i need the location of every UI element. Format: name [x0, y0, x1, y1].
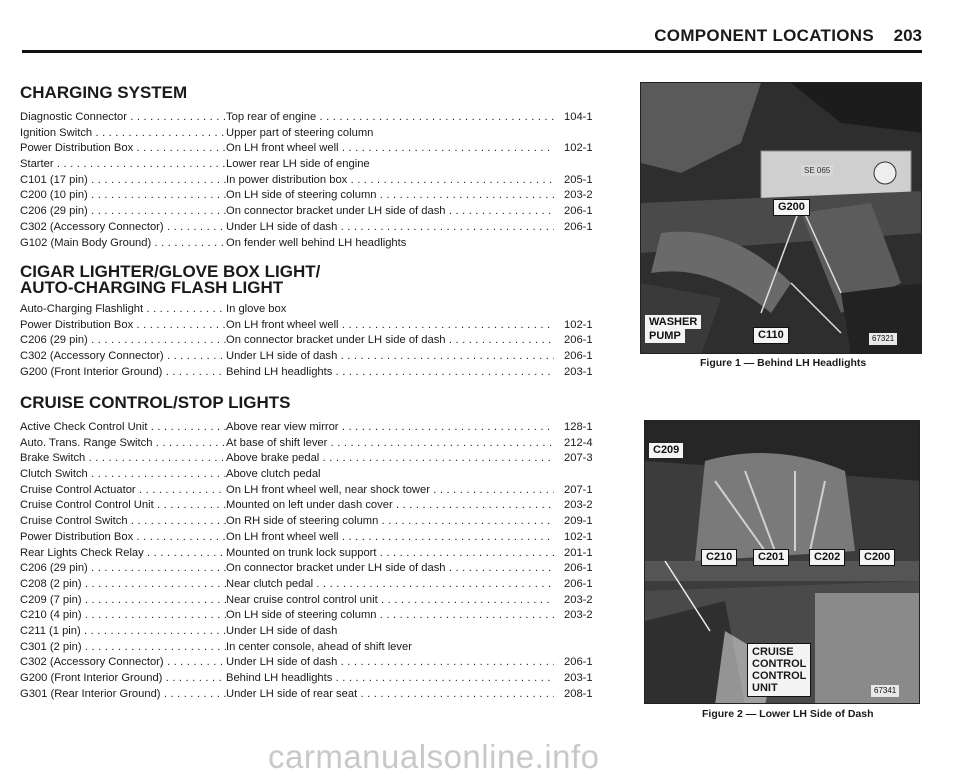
label-c110: C110 — [753, 327, 789, 344]
component-location: On LH side of steering column . . . — [226, 188, 554, 204]
cigar-table — [20, 302, 610, 380]
table-row — [20, 173, 610, 189]
label-c201: C201 — [753, 549, 789, 566]
page-reference: 205-1 — [564, 173, 593, 186]
component-location: On fender well behind LH headlights — [226, 236, 407, 249]
table-row — [20, 624, 610, 640]
table-row — [20, 514, 610, 530]
table-row — [20, 236, 610, 252]
label-cruise-line1: CRUISE — [752, 646, 794, 658]
component-name: Brake Switch . . . — [20, 451, 226, 467]
label-cruise-line4: UNIT — [752, 682, 778, 694]
component-name: C211 (1 pin) . . . — [20, 624, 226, 640]
table-row — [20, 349, 610, 365]
page-reference: 203-2 — [564, 593, 593, 606]
label-c202: C202 — [809, 549, 845, 566]
section-title-cruise: CRUISE CONTROL/STOP LIGHTS — [20, 393, 291, 412]
page-reference: 207-1 — [564, 483, 593, 496]
component-location: Under LH side of rear seat . . . — [226, 687, 554, 703]
component-name: C200 (10 pin) . . . — [20, 188, 226, 204]
component-name: Power Distribution Box . . . — [20, 530, 226, 546]
table-row — [20, 188, 610, 204]
table-row — [20, 157, 610, 173]
table-row — [20, 530, 610, 546]
component-location: On LH front wheel well . . . — [226, 318, 554, 334]
table-row — [20, 577, 610, 593]
table-row — [20, 420, 610, 436]
table-row — [20, 593, 610, 609]
component-name: C302 (Accessory Connector) . . . — [20, 349, 226, 365]
figure2-caption: Figure 2 — Lower LH Side of Dash — [702, 708, 874, 720]
table-row — [20, 220, 610, 236]
component-location: Above brake pedal . . . — [226, 451, 554, 467]
component-location: On LH side of steering column . . . — [226, 608, 554, 624]
page-reference: 206-1 — [564, 577, 593, 590]
component-name: G102 (Main Body Ground) . . . — [20, 236, 226, 252]
component-name: C101 (17 pin) . . . — [20, 173, 226, 189]
component-location: On LH front wheel well . . . — [226, 530, 554, 546]
figure1-sticker: SE 065 — [801, 165, 833, 176]
component-name: C302 (Accessory Connector) . . . — [20, 220, 226, 236]
section-title-cigar-line1: CIGAR LIGHTER/GLOVE BOX LIGHT/ — [20, 262, 321, 281]
page-header — [640, 26, 922, 48]
component-location: In power distribution box . . . — [226, 173, 554, 189]
component-name: Ignition Switch . . . — [20, 126, 226, 142]
component-name: C208 (2 pin) . . . — [20, 577, 226, 593]
table-row — [20, 436, 610, 452]
table-row — [20, 640, 610, 656]
table-row — [20, 110, 610, 126]
component-name: Rear Lights Check Relay . . . — [20, 546, 226, 562]
component-name: Starter . . . — [20, 157, 226, 173]
table-row — [20, 141, 610, 157]
label-g200: G200 — [773, 199, 810, 216]
component-location: On connector bracket under LH side of dash . . . — [226, 204, 554, 220]
table-row — [20, 655, 610, 671]
table-row — [20, 204, 610, 220]
component-location: In center console, ahead of shift lever — [226, 640, 412, 653]
page-reference: 206-1 — [564, 656, 593, 669]
label-cruise-control-unit — [747, 643, 811, 697]
table-row — [20, 451, 610, 467]
page-reference: 102-1 — [564, 142, 593, 155]
component-name: Auto. Trans. Range Switch . . . — [20, 436, 226, 452]
component-location: On LH front wheel well . . . — [226, 141, 554, 157]
component-location: Above rear view mirror . . . — [226, 420, 554, 436]
cruise-table — [20, 420, 610, 702]
component-name: G301 (Rear Interior Ground) . . . — [20, 687, 226, 703]
label-cruise-line2: CONTROL — [752, 658, 807, 670]
page-reference: 206-1 — [564, 334, 593, 347]
label-c210: C210 — [701, 549, 737, 566]
table-row — [20, 671, 610, 687]
page-reference: 128-1 — [564, 421, 593, 433]
page-reference: 212-4 — [564, 436, 593, 449]
page-reference: 104-1 — [564, 111, 593, 123]
component-name: Cruise Control Actuator . . . — [20, 483, 226, 499]
table-row — [20, 608, 610, 624]
table-row — [20, 318, 610, 334]
component-name: Clutch Switch . . . — [20, 467, 226, 483]
table-row — [20, 365, 610, 381]
component-location: Near cruise control control unit . . . — [226, 593, 554, 609]
table-row — [20, 333, 610, 349]
page-reference: 203-1 — [564, 365, 593, 378]
component-name: G200 (Front Interior Ground) . . . — [20, 365, 226, 381]
table-row — [20, 561, 610, 577]
page-reference: 207-3 — [564, 452, 593, 465]
watermark: carmanualsonline.info — [268, 738, 600, 775]
header-rule — [22, 50, 922, 53]
component-location: Top rear of engine . . . — [226, 110, 554, 126]
component-name: Power Distribution Box . . . — [20, 141, 226, 157]
component-location: At base of shift lever . . . — [226, 436, 554, 452]
component-location: On RH side of steering column . . . — [226, 514, 554, 530]
component-name: C301 (2 pin) . . . — [20, 640, 226, 656]
component-name: C206 (29 pin) . . . — [20, 204, 226, 220]
figure2-code: 67341 — [871, 685, 899, 697]
page-reference: 206-1 — [564, 220, 593, 233]
label-cruise-line3: CONTROL — [752, 670, 807, 682]
component-name: C210 (4 pin) . . . — [20, 608, 226, 624]
table-row — [20, 546, 610, 562]
component-name: Active Check Control Unit . . . — [20, 420, 226, 436]
component-name: C206 (29 pin) . . . — [20, 333, 226, 349]
page-number: 203 — [893, 26, 922, 45]
charging-table — [20, 110, 610, 251]
figure1-code: 67321 — [869, 333, 897, 345]
page-reference: 206-1 — [564, 350, 593, 363]
component-name: C302 (Accessory Connector) . . . — [20, 655, 226, 671]
component-location: In glove box — [226, 303, 287, 315]
figure1-illustration — [641, 83, 922, 354]
page-reference: 102-1 — [564, 318, 593, 331]
component-location: Behind LH headlights . . . — [226, 365, 554, 381]
page-reference: 102-1 — [564, 530, 593, 543]
component-name: Auto-Charging Flashlight . . . — [20, 302, 226, 318]
component-location: Under LH side of dash . . . — [226, 220, 554, 236]
table-row — [20, 498, 610, 514]
section-title-cigar-line2: AUTO-CHARGING FLASH LIGHT — [20, 278, 284, 297]
component-location: Upper part of steering column — [226, 126, 374, 139]
page-reference: 209-1 — [564, 515, 593, 528]
page-reference: 203-2 — [564, 189, 593, 202]
table-row — [20, 126, 610, 142]
label-pump: PUMP — [645, 329, 685, 343]
page-reference: 206-1 — [564, 562, 593, 575]
component-location: Mounted on trunk lock support . . . — [226, 546, 554, 562]
page-reference: 206-1 — [564, 205, 593, 218]
section-title-charging: CHARGING SYSTEM — [20, 83, 188, 102]
component-name: Cruise Control Control Unit . . . — [20, 498, 226, 514]
component-location: Under LH side of dash . . . — [226, 655, 554, 671]
table-row — [20, 467, 610, 483]
component-name: Power Distribution Box . . . — [20, 318, 226, 334]
page-reference: 201-1 — [564, 546, 593, 559]
page-reference: 203-2 — [564, 609, 593, 622]
label-c209: C209 — [649, 443, 683, 458]
component-location: Under LH side of dash — [226, 624, 338, 637]
page-reference: 203-2 — [564, 499, 593, 512]
component-location: On connector bracket under LH side of dash . . . — [226, 333, 554, 349]
label-c200: C200 — [859, 549, 895, 566]
figure2-photo — [644, 420, 920, 704]
page-reference: 203-1 — [564, 672, 593, 684]
component-location: Near clutch pedal . . . — [226, 577, 554, 593]
figure1-photo — [640, 82, 922, 354]
component-location: Lower rear LH side of engine — [226, 158, 370, 171]
component-location: On LH front wheel well, near shock tower . . . — [226, 483, 554, 499]
table-row — [20, 483, 610, 499]
label-washer: WASHER — [645, 315, 701, 329]
component-location: Under LH side of dash . . . — [226, 349, 554, 365]
component-location: Behind LH headlights . . . — [226, 671, 554, 687]
component-name: C206 (29 pin) . . . — [20, 561, 226, 577]
component-name: Diagnostic Connector . . . — [20, 110, 226, 126]
table-row — [20, 302, 610, 318]
figure1-caption: Figure 1 — Behind LH Headlights — [700, 357, 867, 369]
component-name: C209 (7 pin) . . . — [20, 593, 226, 609]
component-location: Mounted on left under dash cover . . . — [226, 498, 554, 514]
component-name: Cruise Control Switch . . . — [20, 514, 226, 530]
component-location: On connector bracket under LH side of dash . . . — [226, 561, 554, 577]
page-title: COMPONENT LOCATIONS — [654, 26, 874, 45]
component-name: G200 (Front Interior Ground) . . . — [20, 671, 226, 687]
page-reference: 208-1 — [564, 687, 593, 700]
table-row — [20, 687, 610, 703]
component-location: Above clutch pedal — [226, 468, 321, 481]
